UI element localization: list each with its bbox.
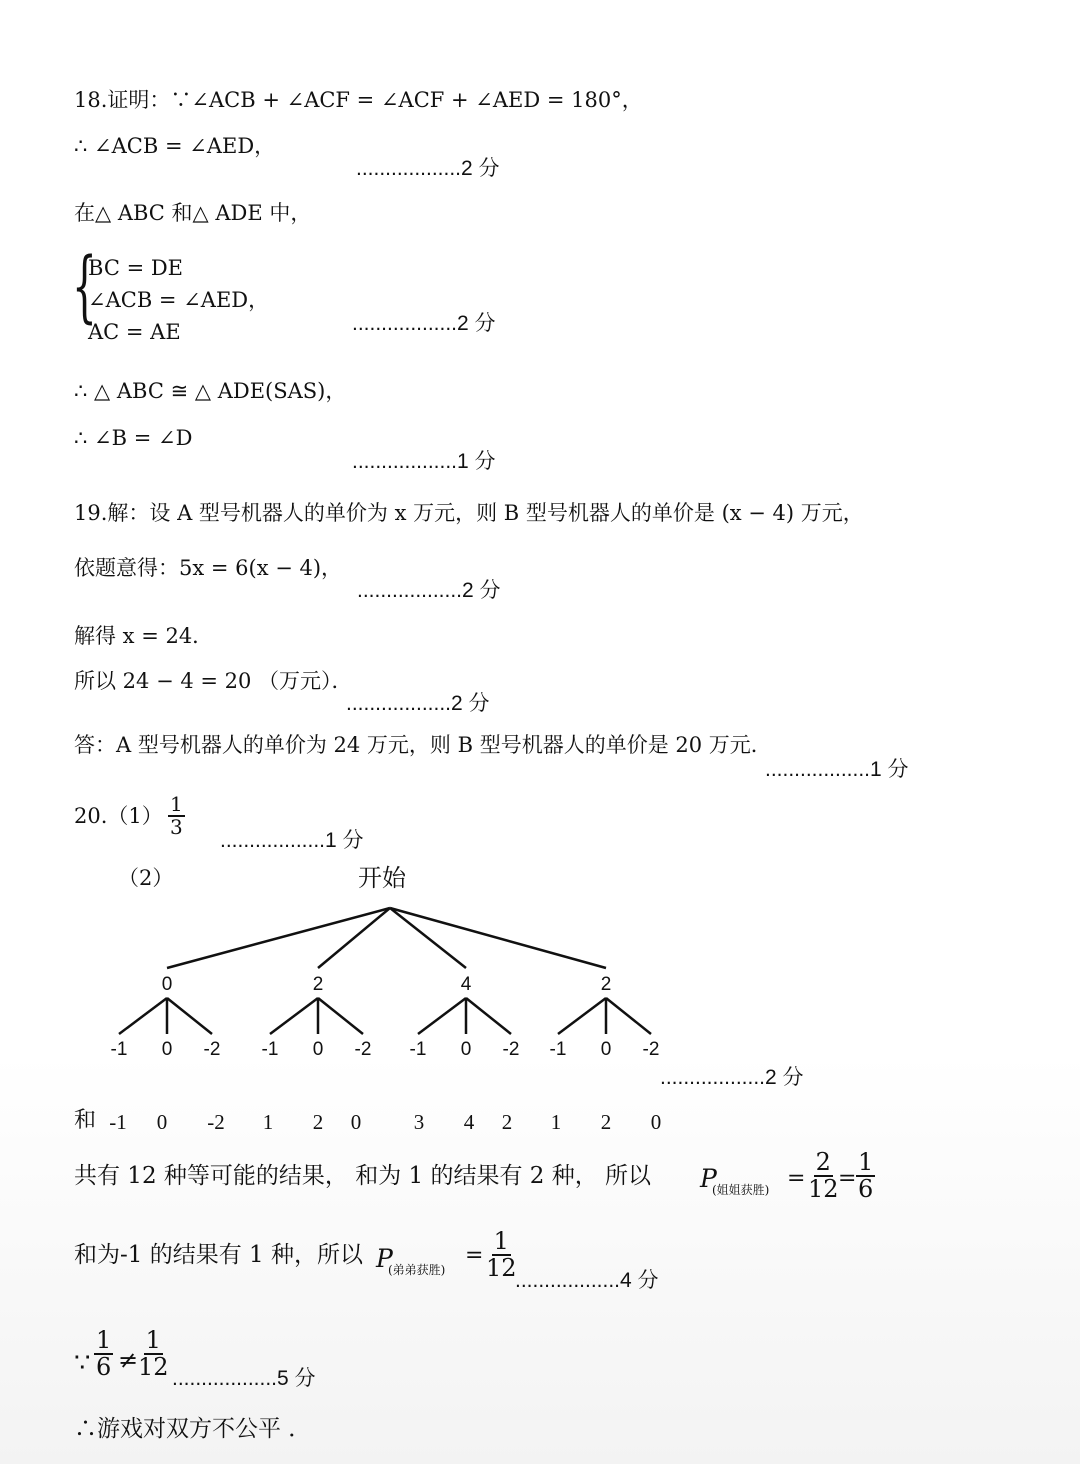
tree-node-second-0-2: -2 [203, 1039, 221, 1060]
tree-node-second-3-2: -2 [642, 1039, 660, 1060]
tree-branch-second-0-2 [167, 998, 212, 1034]
equals-sign-3: = [465, 1243, 484, 1268]
tree-node-second-1-0: -1 [261, 1039, 279, 1060]
cmp-den-b: 12 [138, 1353, 169, 1382]
q18-line-3: 在△ ABC 和△ ADE 中， [74, 201, 312, 225]
tree-node-first-1: 2 [312, 974, 324, 995]
tree-branch-second-3-0 [558, 998, 606, 1034]
q19-line-4: 所以 24 − 4 = 20 （万元）． [74, 669, 353, 693]
tree-node-first-0: 0 [161, 974, 173, 995]
tree-branch-second-1-2 [318, 998, 363, 1034]
equals-sign-2: = [838, 1166, 857, 1191]
tree-node-second-3-1: 0 [600, 1039, 612, 1060]
sum-row-label: 和 [74, 1108, 97, 1133]
tree-node-second-2-1: 0 [460, 1039, 472, 1060]
q20-part2-label: （2） [118, 866, 174, 890]
q18-line-4: ∴ △ ABC ≅ △ ADE(SAS)， [74, 379, 347, 403]
tree-branch-second-3-2 [606, 998, 651, 1034]
q20-score-2: ..................2 分 [660, 1066, 804, 1089]
q20-score-3: ..................4 分 [515, 1269, 659, 1292]
tree-branch-first-2 [390, 908, 466, 968]
q18-line-5: ∴ ∠B = ∠D [74, 426, 193, 450]
q18-line-1: 18.证明：∵∠ACB + ∠ACF = ∠ACF + ∠AED = 180°， [74, 88, 643, 112]
equals-sign-1: = [787, 1166, 806, 1191]
q18-score-1: ..................2 分 [356, 157, 500, 180]
cmp-den-a: 6 [96, 1353, 112, 1382]
q20-part1-num: 1 [170, 792, 183, 816]
sum-value: 3 [413, 1110, 425, 1134]
q18-system-eq-2: ∠ACB = ∠AED， [88, 288, 270, 312]
q19-score-3: ..................1 分 [765, 758, 909, 781]
q19-score-2: ..................2 分 [346, 692, 490, 715]
tree-node-second-1-1: 0 [312, 1039, 324, 1060]
q19-line-3: 解得 x = 24． [74, 624, 214, 648]
q20-result-text-2: 和为-1 的结果有 1 种，所以 [74, 1242, 363, 1268]
tree-node-first-2: 4 [460, 974, 472, 995]
sum-value: 0 [350, 1110, 362, 1134]
sum-value: 2 [312, 1110, 324, 1134]
p-symbol-1: P [700, 1164, 717, 1193]
p1-fraction-a [806, 1150, 841, 1202]
p1-num-b: 1 [858, 1148, 874, 1176]
q20-score-4: ..................5 分 [172, 1367, 316, 1390]
tree-node-first-3: 2 [600, 974, 612, 995]
cmp-num-b: 1 [145, 1326, 161, 1354]
cmp-fraction-b [136, 1328, 171, 1380]
q18-line-2: ∴ ∠ACB = ∠AED， [74, 134, 276, 158]
cmp-fraction-a [94, 1328, 113, 1380]
p2-den: 12 [486, 1254, 517, 1283]
tree-root-label: 开始 [358, 864, 406, 892]
q19-line-2: 依题意得：5x = 6(x − 4)， [74, 556, 343, 580]
tree-branch-second-0-0 [119, 998, 167, 1034]
tree-node-second-3-0: -1 [549, 1039, 567, 1060]
tree-node-second-0-1: 0 [161, 1039, 173, 1060]
q19-answer: 答：A 型号机器人的单价为 24 万元，则 B 型号机器人的单价是 20 万元． [74, 733, 772, 757]
sum-value: -1 [109, 1110, 127, 1134]
cmp-num-a: 1 [96, 1326, 112, 1354]
p-subscript-brother: (弟弟获胜) [388, 1263, 446, 1277]
tree-branch-second-2-2 [466, 998, 511, 1034]
p2-num: 1 [493, 1227, 509, 1255]
tree-node-second-1-2: -2 [354, 1039, 372, 1060]
p1-den-b: 6 [858, 1175, 874, 1204]
q20-conclusion: ∴游戏对双方不公平 ． [74, 1416, 312, 1442]
sum-value: 1 [550, 1110, 562, 1134]
tree-node-second-0-0: -1 [110, 1039, 128, 1060]
tree-branch-first-0 [167, 908, 390, 968]
sum-value: 0 [156, 1110, 168, 1134]
because-symbol: ∵ [74, 1348, 91, 1378]
sum-value: -2 [207, 1110, 225, 1134]
p1-fraction-b [856, 1150, 875, 1202]
q20-part1-den: 3 [170, 815, 183, 839]
q19-line-1: 19.解：设 A 型号机器人的单价为 x 万元，则 B 型号机器人的单价是 (x − 4) 万元， [74, 501, 864, 525]
q20-score-1: ..................1 分 [220, 829, 364, 852]
p-symbol-2: P [376, 1244, 393, 1273]
q19-score-1: ..................2 分 [357, 579, 501, 602]
tree-branch-second-2-0 [418, 998, 466, 1034]
p1-num-a: 2 [815, 1148, 831, 1176]
tree-branch-first-3 [390, 908, 606, 968]
tree-node-second-2-0: -1 [409, 1039, 427, 1060]
p-subscript-sister: (姐姐获胜) [712, 1183, 770, 1197]
q18-system-eq-3: AC = AE [88, 320, 181, 344]
q18-system-eq-1: BC = DE [88, 256, 184, 280]
tree-node-second-2-2: -2 [502, 1039, 520, 1060]
not-equal-sign: ≠ [118, 1346, 139, 1374]
sum-value: 1 [262, 1110, 274, 1134]
q20-result-text-1: 共有 12 种等可能的结果， 和为 1 的结果有 2 种， 所以 [74, 1163, 652, 1189]
sum-value: 4 [463, 1110, 475, 1134]
q18-score-3: ..................1 分 [352, 450, 496, 473]
system-brace: { [72, 242, 97, 332]
sum-value: 2 [501, 1110, 513, 1134]
q20-part1-label: 20.（1） [74, 804, 163, 828]
p1-den-a: 12 [808, 1175, 839, 1204]
sum-value: 2 [600, 1110, 612, 1134]
tree-branch-second-1-0 [270, 998, 318, 1034]
p2-fraction [484, 1229, 519, 1281]
sum-value: 0 [650, 1110, 662, 1134]
q18-score-2: ..................2 分 [352, 312, 496, 335]
